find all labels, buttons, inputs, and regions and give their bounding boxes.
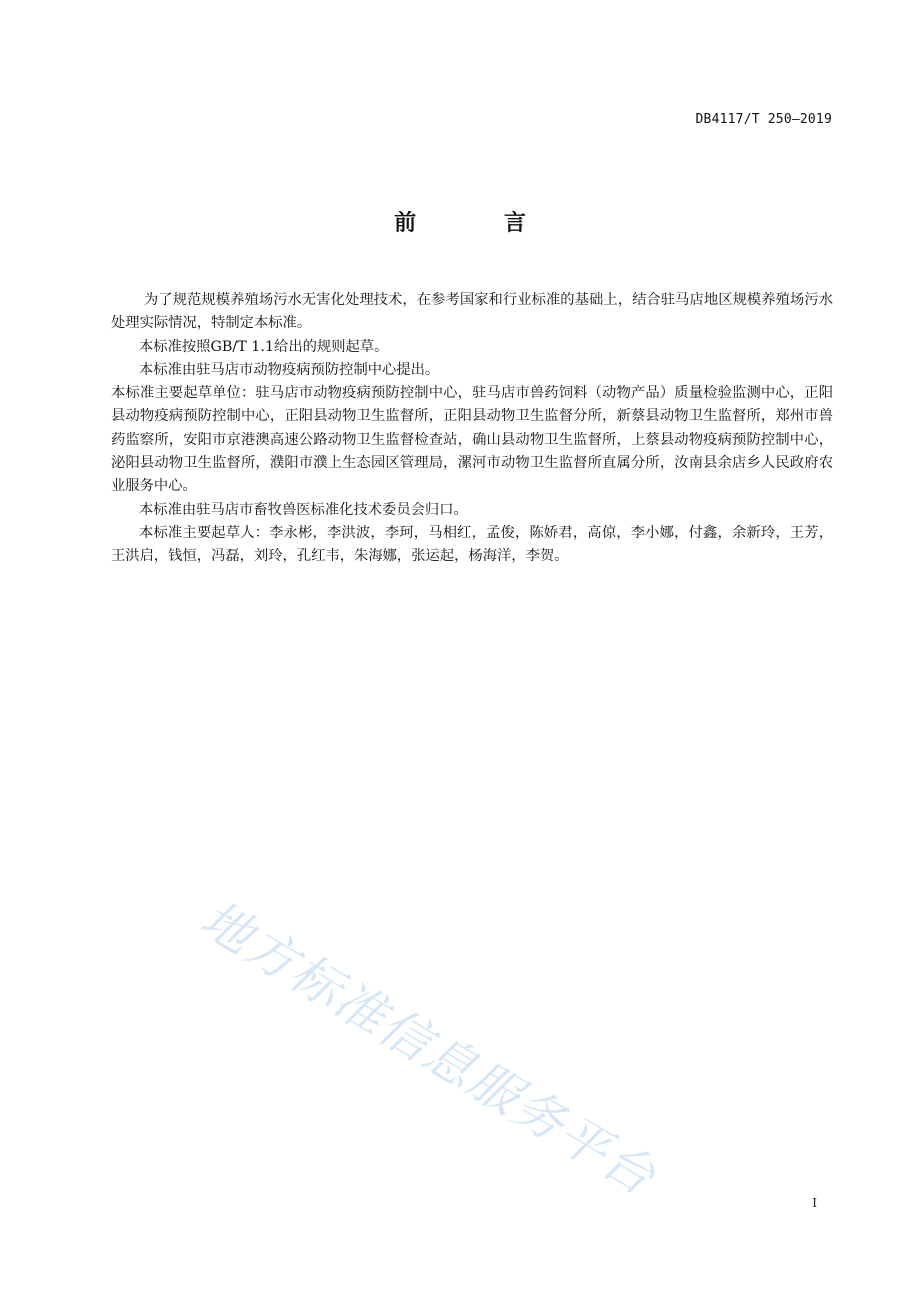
standard-code: DB4117/T 250—2019 xyxy=(695,112,832,127)
foreword-body xyxy=(111,289,833,569)
paragraph-drafting-units: 本标准主要起草单位：驻马店市动物疫病预防控制中心，驻马店市兽药饲料（动物产品）质量检验监测中心，正阳县动物疫病预防控制中心，正阳县动物卫生监督所，正阳县动物卫生监督分所，新蔡县动物卫生监督所，郑州市兽药监察所，安阳市京港澳高速公路动物卫生监督检查站，确山县动物卫生监督所，上蔡县动物疫病预防控制中心，泌阳县动物卫生监督所，濮阳市濮上生态园区管理局，漯河市动物卫生监督所直属分所，汝南县余店乡人民政府农业服务中心。 xyxy=(111,385,833,495)
watermark: 地方标准信息服务平台 xyxy=(190,889,667,1207)
page-title: 前 言 xyxy=(394,211,566,236)
paragraph-proposer: 本标准由驻马店市动物疫病预防控制中心提出。 xyxy=(139,361,440,378)
paragraph-drafters: 本标准主要起草人：李永彬，李洪波，李珂，马相红，孟俊，陈娇君，高倞，李小娜，付鑫，余新玲，王芳，王洪启，钱恒，冯磊，刘玲，孔红韦，朱海娜，张运起，杨海洋，李贺。 xyxy=(111,524,833,565)
page-number: I xyxy=(812,1196,817,1210)
paragraph-drafting-rules: 本标准按照GB/T 1.1给出的规则起草。 xyxy=(139,338,389,355)
paragraph-centralized-unit: 本标准由驻马店市畜牧兽医标准化技术委员会归口。 xyxy=(139,501,468,518)
paragraph-purpose: 为了规范规模养殖场污水无害化处理技术，在参考国家和行业标准的基础上，结合驻马店地区规模养殖场污水处理实际情况，特制定本标准。 xyxy=(111,292,833,332)
